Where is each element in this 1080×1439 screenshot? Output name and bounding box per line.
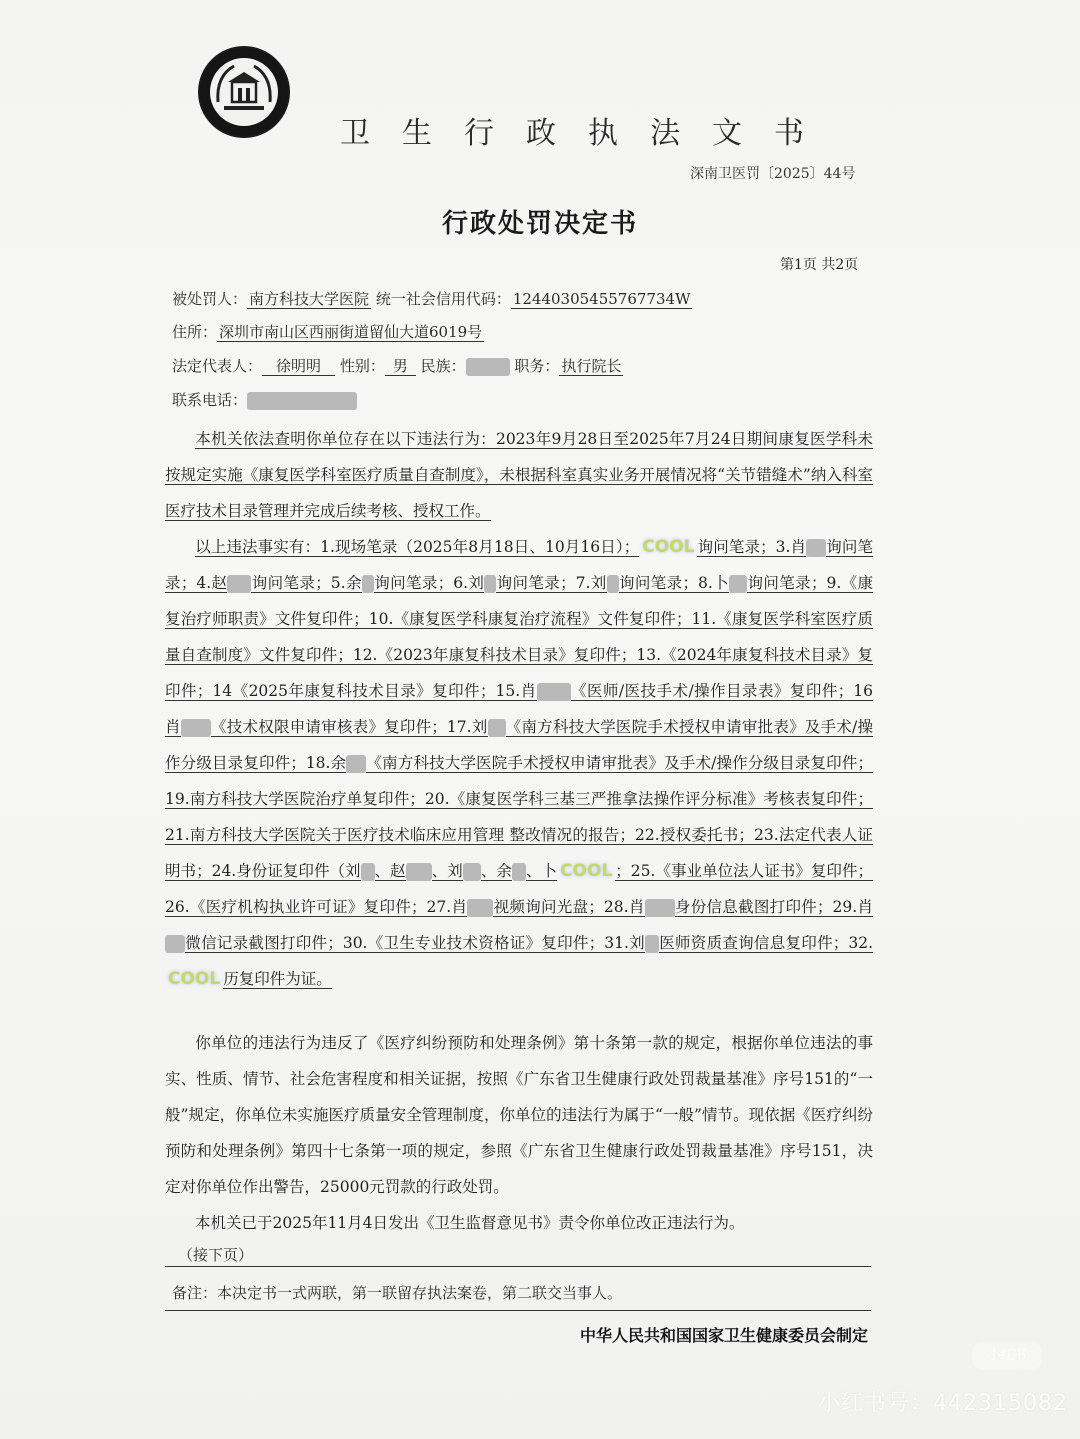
address-line: [172, 321, 484, 342]
evidence-text-13: 、赵: [374, 862, 406, 880]
divider: [165, 1310, 871, 1311]
address-value: 深圳市南山区西丽街道留仙大道6019号: [219, 323, 483, 341]
evidence-text-10: 《技术权限申请审核表》复印件；17.刘: [210, 718, 488, 736]
redacted-name: [463, 863, 481, 881]
decision-paragraph: [165, 1025, 873, 1205]
redacted-name: [645, 935, 659, 953]
evidence-text-16: 、卜: [525, 862, 558, 880]
party-name-line: [172, 288, 692, 309]
cool-sticker: COOL: [642, 537, 695, 557]
violation-paragraph: [165, 421, 873, 529]
position-label: 职务：: [514, 357, 560, 375]
page-info: 第1页 共2页: [780, 257, 859, 273]
evidence-text-7: 询问笔录；8.卜: [618, 574, 730, 592]
evidence-text-12: 《南方科技大学医院手术授权申请审批表》及手术/操作分级目录复印件；19.南方科技大学医院治疗单复印件；20.《康复医学科三基三严推拿法操作评分标准》考核表复印件；21.南方科技大学医院关于医疗技术临床应用管理 整改情况的报告；22.授权委托书；23.法定代表人证明书；24.身份证复印件（刘: [165, 754, 873, 880]
redacted-name: [729, 575, 747, 593]
ethnic-label: 民族：: [420, 357, 466, 375]
redacted-ethnicity: [466, 358, 510, 376]
evidence-text-22: 历复印件为证。: [223, 970, 332, 988]
redacted-name: [806, 539, 826, 557]
evidence-text-21: 医师资质查询信息复印件；32.: [658, 934, 873, 952]
redacted-name: [537, 683, 571, 701]
doc-type-heading: 卫生行政执法文书: [340, 116, 836, 151]
violation-text: 本机关依法查明你单位存在以下违法行为：2023年9月28日至2025年7月24日期间康复医学科未按规定实施《康复医学科室医疗质量自查制度》，未根据科室真实业务开展情况将“关节错缝术”纳入科室医疗技术目录管理并完成后续考核、授权工作。: [165, 430, 873, 520]
redacted-name: [165, 935, 185, 953]
evidence-text-19: 身份信息截图打印件；29.肖: [674, 898, 873, 916]
evidence-text-15: 、余: [480, 862, 512, 880]
evidence-text-20: 微信记录截图打印件；30.《卫生专业技术资格证》复印件；31.刘: [185, 934, 645, 952]
credit-code-label: 统一社会信用代码：: [375, 290, 511, 308]
position-value: 执行院长: [561, 357, 622, 375]
notice-paragraph: [165, 1205, 873, 1241]
evidence-text-6: 询问笔录；7.刘: [496, 574, 607, 592]
party-name-value: 南方科技大学医院: [249, 290, 370, 308]
evidence-text-17: ；25.《事业单位法人证书》复印件；26.《医疗机构执业许可证》复印件；27.肖: [165, 862, 873, 916]
redacted-name: [484, 575, 496, 593]
gender-label: 性别：: [339, 357, 385, 375]
evidence-text-3: 询问笔录；4.赵: [165, 538, 873, 592]
redacted-phone: [247, 392, 357, 410]
redacted-name: [488, 719, 506, 737]
rep-label: 法定代表人：: [172, 357, 263, 375]
issuer-footer: 中华人民共和国国家卫生健康委员会制定: [579, 1326, 868, 1345]
gender-value: 男: [385, 357, 416, 376]
representative-line: [172, 355, 623, 376]
notice-text: 本机关已于2025年11月4日发出《卫生监督意见书》责令你单位改正违法行为。: [195, 1214, 745, 1232]
redacted-name: [361, 863, 375, 881]
phone-label: 联系电话：: [172, 391, 248, 409]
doc-number: 深南卫医罚〔2025〕44号: [690, 166, 856, 182]
redacted-name: [227, 575, 251, 593]
evidence-text-14: 、刘: [431, 862, 463, 880]
decision-text: 你单位的违法行为违反了《医疗纠纷预防和处理条例》第十条第一款的规定，根据你单位违法的事实、性质、情节、社会危害程度和相关证据，按照《广东省卫生健康行政处罚裁量基准》序号151的“一般”规定，你单位未实施医疗质量安全管理制度，你单位的违法行为属于“一般”情节。现依据《医疗纠纷预防和处理条例》第四十七条第一项的规定，参照《广东省卫生健康行政处罚裁量基准》序号151，决定对你单位作出警告，25000元罚款的行政处罚。: [165, 1034, 873, 1196]
continued-note: （接下页）: [178, 1246, 254, 1264]
redacted-name: [467, 899, 493, 917]
redacted-name: [645, 899, 675, 917]
cool-sticker: COOL: [168, 969, 221, 989]
redacted-name: [607, 575, 619, 593]
redacted-name: [406, 863, 432, 881]
evidence-text-4: 询问笔录；5.余: [251, 574, 362, 592]
evidence-text-18: 视频询问光盘；28.肖: [493, 898, 645, 916]
evidence-text-8: 询问笔录；9.《康复治疗师职责》文件复印件；10.《康复医学科康复治疗流程》文件复印件；11.《康复医学科室医疗质量自查制度》文件复印件；12.《2023年康复科技术目录》复印件；13.《2024年康复科技术目录》复印件；14《2025年康复科技术目录》复印件；15.肖: [165, 574, 874, 700]
redacted-name: [512, 863, 526, 881]
rep-value: 徐明明: [262, 357, 335, 376]
watermark-text: 小红书号：442315082: [818, 1391, 1068, 1416]
page-title: 行政处罚决定书: [441, 209, 638, 239]
redacted-name: [362, 575, 374, 593]
credit-code-value: 12440305455767734W: [512, 290, 691, 308]
watermark-logo: 小红书: [972, 1342, 1042, 1370]
remark: 备注：本决定书一式两联，第一联留存执法案卷，第二联交当事人。: [172, 1284, 623, 1302]
divider: [165, 1266, 871, 1267]
evidence-text-9: 《医师/医技手术/操作目录表》复印件；16 肖: [165, 682, 873, 736]
address-label: 住所：: [172, 323, 218, 341]
evidence-text-2: 询问笔录；3.肖: [697, 538, 807, 556]
party-name-label: 被处罚人：: [172, 290, 248, 308]
evidence-text-1: 以上违法事实有：1.现场笔录（2025年8月18日、10月16日）；: [195, 538, 640, 556]
evidence-paragraph: [165, 529, 873, 997]
evidence-text-11: 《南方科技大学医院手术授权申请审批表》及手术/操作分级目录复印件；18.余: [165, 718, 873, 772]
national-emblem-icon: [198, 46, 290, 138]
redacted-name: [181, 719, 211, 737]
evidence-text-5: 询问笔录；6.刘: [373, 574, 485, 592]
redacted-name: [346, 755, 366, 773]
cool-sticker: COOL: [560, 861, 613, 881]
phone-line: [172, 389, 357, 410]
